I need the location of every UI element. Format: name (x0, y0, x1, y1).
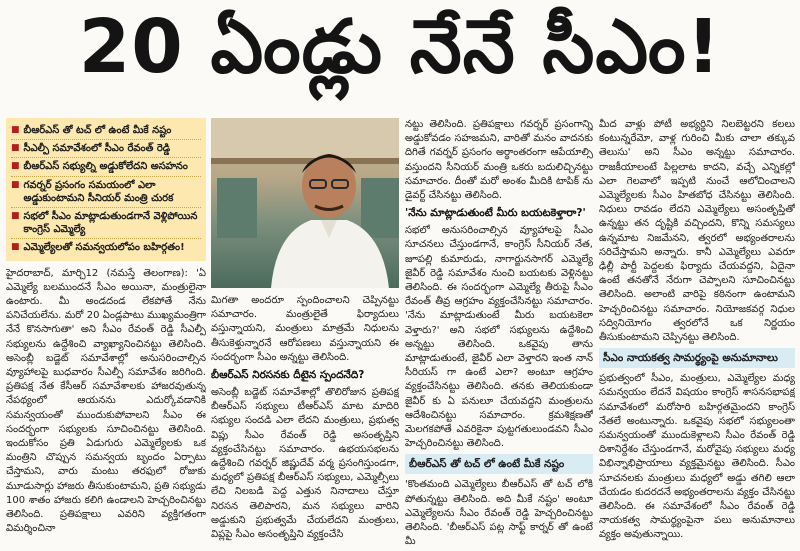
section-box-heading: బీఆర్ఎస్ తో టచ్ లో ఉంటే మీకే నష్టం (405, 454, 593, 474)
column-3 (405, 118, 593, 551)
square-bullet-icon: ■ (11, 125, 20, 135)
cm-portrait-image (211, 118, 399, 288)
headline: 20 ఏండ్లు నేనే సీఎం! (78, 4, 722, 90)
article-paragraph: నట్టు తెలిసింది. ప్రతిపక్షాలు గవర్నర్ ప్రసంగాన్ని అడ్డుకోవడం సహజమని, వారితో మనం వాదనకు దిగితే గవర్నర్ ప్రసంగం అర్థాంతరంగా ఆపేయాల్సి వస్తుందని సీనియర్ మంత్రి ఒకరు బదులిచ్చినట్టు సమాచారం. దీంతో మరో అంశం మీదికి టాపిక్ ను డైవర్ట్ చేసినట్టు తెలిసింది. (405, 119, 593, 202)
highlight-item: ■ బీఆర్ఎస్ సభ్యుల్ని అడ్డుకోలేదని అసహనం (11, 158, 201, 176)
square-bullet-icon: ■ (11, 161, 20, 172)
highlight-item: ■ బీఆర్ఎస్ తో టచ్ లో ఉంటే మీకే నష్టం (11, 122, 201, 140)
square-bullet-icon: ■ (11, 143, 20, 154)
article-paragraph: ప్రభుత్వంలో సీఎం, మంత్రులు, ఎమ్మెల్యేల మధ్య సమన్వయం లేదనే విషయం కాంగ్రెస్ శాసనసభాపక్ష సమావేశంలో మరోసారి బహిర్గతమైందని కాంగ్రెస్ నేతలే అంటున్నారు. ఒకవైపు సభలో సభ్యులంతా సమన్వయంతో ముందుకెళ్లాలని సీఎం రేవంత్ రెడ్డి దిశానిర్దేశం చేస్తుండగానే, మరోవైపు సభ్యులు మధ్య విభిన్నాభిప్రాయాలు వ్యక్తమైనట్టు తెలిసింది. సీఎం సూచనలకు మంత్రులు మధ్యలో అడ్డు తగిలి ఆలా చేయడం కుదరదనే అభ్యంతరాలను వ్యక్తం చేసినట్టు తెలిసింది. ఈ సమావేశంలో సీఎం రేవంత్ రెడ్డి నాయకత్వ సామర్థ్యంపైనా పలు అనుమానాలు వ్యక్తం అవుతున్నాయి. (599, 373, 795, 541)
highlights-box (6, 118, 206, 261)
article-paragraph: మీద వాళ్లు పోటీ అభ్యర్థిని నిలబెట్టరని కలలు కంటున్నరేమో, వాళ్ల గురించి మీకు చాలా తక్కువ తెలుసు' అని సీఎం అన్నట్టు సమాచారం. రాజకీయాలంటే పిల్లలాట కాదని, వచ్చే ఎన్నికల్లో ఎలా గెలవాలో ఇప్పటి నుంచే ఆలోచించాలని ఎమ్మెల్యేలకు సీఎం హితబోధ చేసినట్టు తెలిసింది. నిధులు రావడం లేదని ఎమ్మెల్యేలు అసంతృప్తితో ఉన్నట్టు తన దృష్టికి వచ్చిందని, కొన్ని సమస్యలు ఉన్నమాట నిజమేనని, త్వరలో అభ్యంతరాలను సరిచేస్తామని అన్నారు. కానీ ఎమ్మెల్యేలు ఎవరూ ఢిల్లీ పార్టీ పెద్దలకు ఫిర్యాదు చేయవద్దని, ఏదైనా ఉంటే తనతోనే నేరుగా చెప్పాలని సూచించినట్టు తెలిసింది. అలాంటి వారిపై కఠినంగా ఉంటామని హెచ్చరించినట్టు సమాచారం. నియోజకవర్గ నిధుల సద్వినియోగం త్వరలోనే ఒక నిర్ణయం తీసుకుంటామని చెప్పినట్టు తెలిసింది. (599, 119, 795, 344)
square-bullet-icon: ■ (11, 242, 20, 253)
column-2 (211, 118, 399, 551)
highlight-item: ■ సభలో సీఎం మాట్లాడుతుండగానే వెళ్లిపోయిన కాంగ్రెస్ ఎమ్మెల్యే (11, 208, 201, 239)
highlight-item: ■ సీఎల్పీ సమావేశంలో సీఎం రేవంత్ రెడ్డి (11, 140, 201, 158)
section-box-heading: సీఎం నాయకత్వ సామర్థ్యంపై అనుమానాలు (599, 348, 795, 368)
cm-photo (211, 118, 399, 288)
article-paragraph: 'కొంతమంది ఎమ్మెల్యేలు బీఆర్ఎస్ తో టచ్ లోకి పోతున్నట్టు తెలిసింది. అది మీకే నష్టం' అంటూ ఎమ్మెల్యేలను సీఎం రేవంత్ రెడ్డి హెచ్చరించినట్టు తెలిసింది. 'బీఆర్ఎస్ పట్ల సాఫ్ట్ కార్నర్ తో ఉంటే మీ (405, 479, 593, 548)
section-subheading: 'నేను మాట్లాడుతుంటే మీరు బయటకెళ్తారా?' (405, 207, 586, 220)
headline-banner (0, 0, 800, 112)
column-4 (599, 118, 795, 551)
square-bullet-icon: ■ (11, 211, 20, 222)
article-paragraph: మిగతా అందరూ స్పందించాలని చెప్పినట్టు సమాచారం. మంత్రులైతే ఫిర్యాదులు వస్తున్నాయని, మంత్రులు మాత్రమే నిధులను తీసుకెళ్తున్నారనే ఆరోపణలు వస్తున్నాయని ఈ సందర్భంగా సీఎం అన్నట్టు తెలిసింది. (211, 295, 399, 363)
article-paragraph: హైదరాబాద్, మార్చి12 (నమస్తే తెలంగాణ): 'ఏ ఎమ్మెల్యే బలముందనే సీఎం అయినా, మంత్రులైనా ఉంటారు. మీ అండదండ లేకపోతే నేను పనిచేయలేను. మరో 20 ఏండ్లపాటు ముఖ్యమంత్రిగా నేనే కొనసాగుతా' అని సీఎం రేవంత్ రెడ్డి సీఎల్పీ సభ్యులను ఉద్దేశించి వ్యాఖ్యానించినట్టు తెలిసింది. అసెంబ్లీ బడ్జెట్ సమావేశాల్లో అనుసరించాల్సిన వ్యూహాలపై బుధవారం సీఎల్పీ సమావేశం జరిగింది. ప్రతిపక్ష నేత కేసీఆర్ సమావేశాలకు హాజరవుతున్న నేపథ్యంలో ఆయనను ఎదుర్కోవడానికి సమన్వయంతో ముందుకుపోవాలని సీఎం ఈ సందర్భంగా సభ్యులకు సూచించినట్టు తెలిసింది. ఇందుకోసం ప్రతి ఏడుగురు ఎమ్మెల్యేలకు ఒక మంత్రిని చొప్పున సమన్వయ బృందం ఏర్పాటు చేస్తామని, వారు మంటు తరఫులో రోజుకు మూడుసార్లు హాజరు తీసుకుంటామని, ప్రతి సభ్యుడు 100 శాతం హాజరు కలిగి ఉండాలని హెచ్చరించినట్టు తెలిసింది. ప్రతిపక్షాలు ఎవరిని వ్యక్తిగతంగా విమర్శించినా (6, 267, 206, 535)
column-1 (6, 118, 206, 551)
section-subheading: బీఆర్ఎస్ నిరసనకు దీటైన స్పందనేది? (211, 369, 365, 382)
article-paragraph: అసెంబ్లీ బడ్జెట్ సమావేశాల్లో తొలిరోజున ప్రతిపక్ష బీఆర్ఎస్ సభ్యులు టీఆర్ఎస్ మాట మాదిరి సభ్యుల సందడి ఎలా లేదని మంత్రులు, ప్రభుత్వ విప్లు సీఎం రేవంత్ రెడ్డి అసంతృప్తిని వ్యక్తంచేసినట్టు సమాచారం. ఉభయసభలను ఉద్దేశించి గవర్నర్ జిష్ణుదేవ్ వర్మ ప్రసంగిస్తుండగా, మధ్యలో ప్రతిపక్ష బీఆర్ఎస్ సభ్యులు, ఎమ్మెల్సీలు లేచి నిలబడి పెద్ద ఎత్తున నినాదాలు చేస్తూ నిరసన తెలిపారని, మన సభ్యులు వారిని అడ్డుకుని ప్రభుత్వమే చేయలేదని మంత్రులు, విప్లపై సీఎం అసంతృప్తిని వ్యక్తంచేసి (211, 387, 399, 541)
article-paragraph: సభలో అనుసరించాల్సిన వ్యూహాలపై సీఎం సూచనలు చేస్తుండగానే, కాంగ్రెస్ సీనియర్ నేత, జూపల్లి కుమారుడు, నాగార్జునసాగర్ ఎమ్మెల్యే జైవీర్ రెడ్డి సమావేశం నుంచి బయటకు వెళ్లినట్టు తెలిసింది. ఈ సందర్భంగా ఎమ్మెల్యే తీరుపై సీఎం రేవంత్ తీవ్ర ఆగ్రహం వ్యక్తంచేసినట్టు సమాచారం. 'నేను మాట్లాడుతుంటే మీరు బయటకెలా వెళ్తారు?' అని సభలో సభ్యులను ఉద్దేశించి అన్నట్టు తెలిసింది. ఒకవైపు తాను మాట్లాడుతుంటే, జైవీర్ ఎలా వెళ్తారని ఇంత నాన్ సీరియస్ గా ఉంటే ఎలా? అంటూ ఆగ్రహం వ్యక్తంచేసినట్టు తెలిసింది. తనకు తెలియకుండా జైవీర్ కు ఏ పనులూ చేయవద్దని మంత్రులను ఆదేశించినట్టు సమాచారం. క్రమశిక్షణతో మెలగకపోతే ఎవరికైనా పుట్టగతులుండవని సీఎం హెచ్చరించినట్టు తెలిసింది. (405, 225, 593, 450)
highlight-item: ■ గవర్నర్ ప్రసంగం సమయంలో ఎలా అడ్డుకుంటామని సీనియర్ మంత్రి చురక (11, 177, 201, 208)
square-bullet-icon: ■ (11, 179, 20, 190)
highlight-item: ■ ఎమ్మెల్యేలతో సమన్వయలోపం బహిర్గతం! (11, 242, 185, 254)
